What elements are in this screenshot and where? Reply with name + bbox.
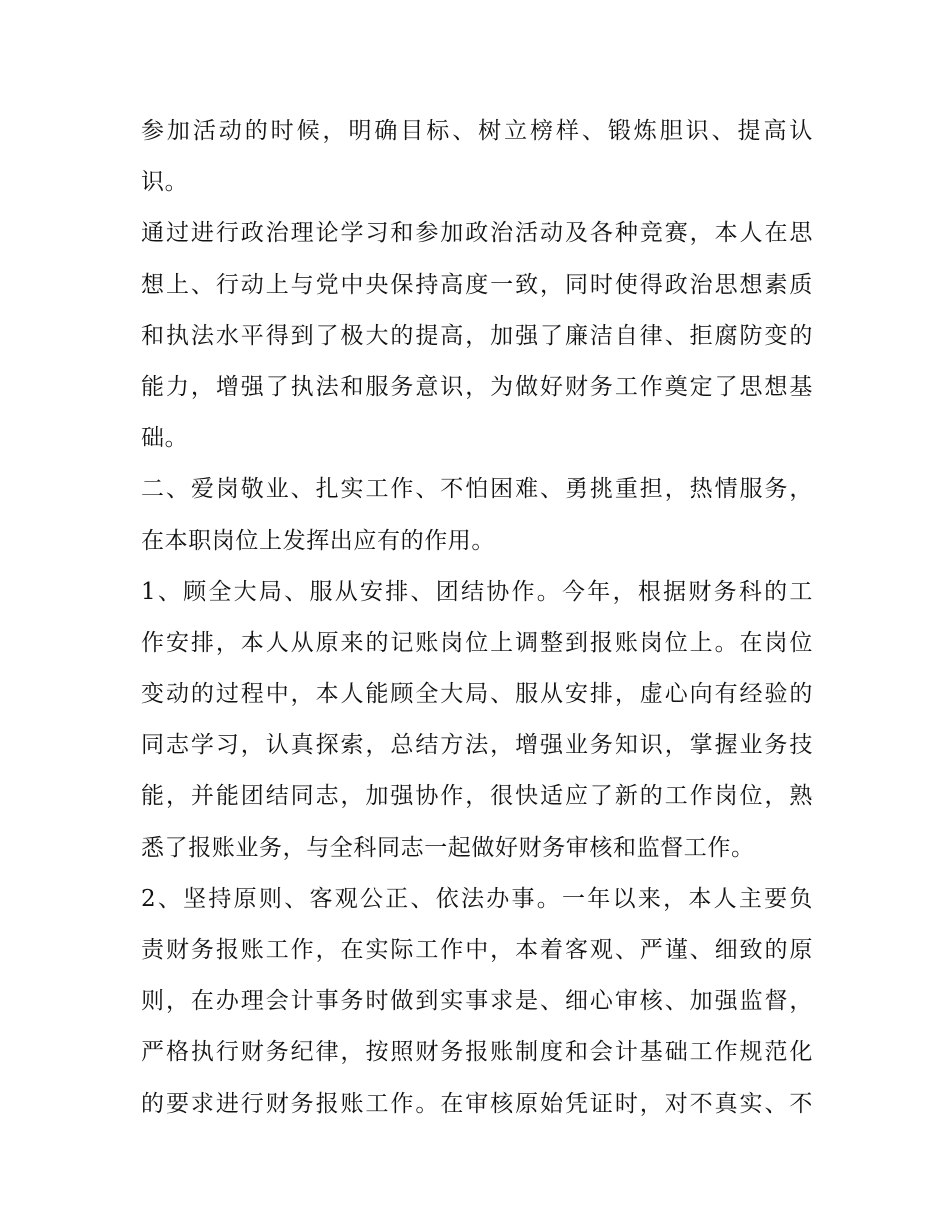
text-line: 参加活动的时候，明确目标、树立榜样、锻炼胆识、提高认 <box>141 118 813 144</box>
text-line: 在本职岗位上发挥出应有的作用。 <box>141 527 495 554</box>
text-line: 的要求进行财务报账工作。在审核原始凭证时，对不真实、不 <box>141 1090 813 1117</box>
text-line: 悉了报账业务，与全科同志一起做好财务审核和监督工作。 <box>141 834 755 861</box>
text-line: 二、爱岗敬业、扎实工作、不怕困难、勇挑重担，热情服务， <box>141 476 813 503</box>
text-line: 能，并能团结同志，加强协作，很快适应了新的工作岗位，熟 <box>141 783 813 810</box>
text-line: 责财务报账工作，在实际工作中，本着客观、严谨、细致的原 <box>141 937 813 963</box>
text-line: 则，在办理会计事务时做到实事求是、细心审核、加强监督， <box>141 988 813 1015</box>
text-line: 和执法水平得到了极大的提高，加强了廉洁自律、拒腐防变的 <box>141 322 813 349</box>
text-line: 能力，增强了执法和服务意识，为做好财务工作奠定了思想基 <box>141 373 813 400</box>
text-line: 同志学习，认真探索，总结方法，增强业务知识，掌握业务技 <box>141 732 813 759</box>
text-line: 通过进行政治理论学习和参加政治活动及各种竞赛，本人在思 <box>141 220 813 247</box>
body-text <box>141 106 813 1130</box>
text-line: 1、顾全大局、服从安排、团结协作。今年，根据财务科的工 <box>141 578 813 605</box>
text-line: 作安排，本人从原来的记账岗位上调整到报账岗位上。在岗位 <box>141 629 813 656</box>
text-line: 2、坚持原则、客观公正、依法办事。一年以来，本人主要负 <box>141 885 813 912</box>
text-line: 变动的过程中，本人能顾全大局、服从安排，虚心向有经验的 <box>141 681 813 708</box>
text-line: 础。 <box>141 425 189 452</box>
text-line: 想上、行动上与党中央保持高度一致，同时使得政治思想素质 <box>141 271 813 298</box>
text-line: 识。 <box>141 169 189 196</box>
text-line: 严格执行财务纪律，按照财务报账制度和会计基础工作规范化 <box>141 1039 813 1066</box>
